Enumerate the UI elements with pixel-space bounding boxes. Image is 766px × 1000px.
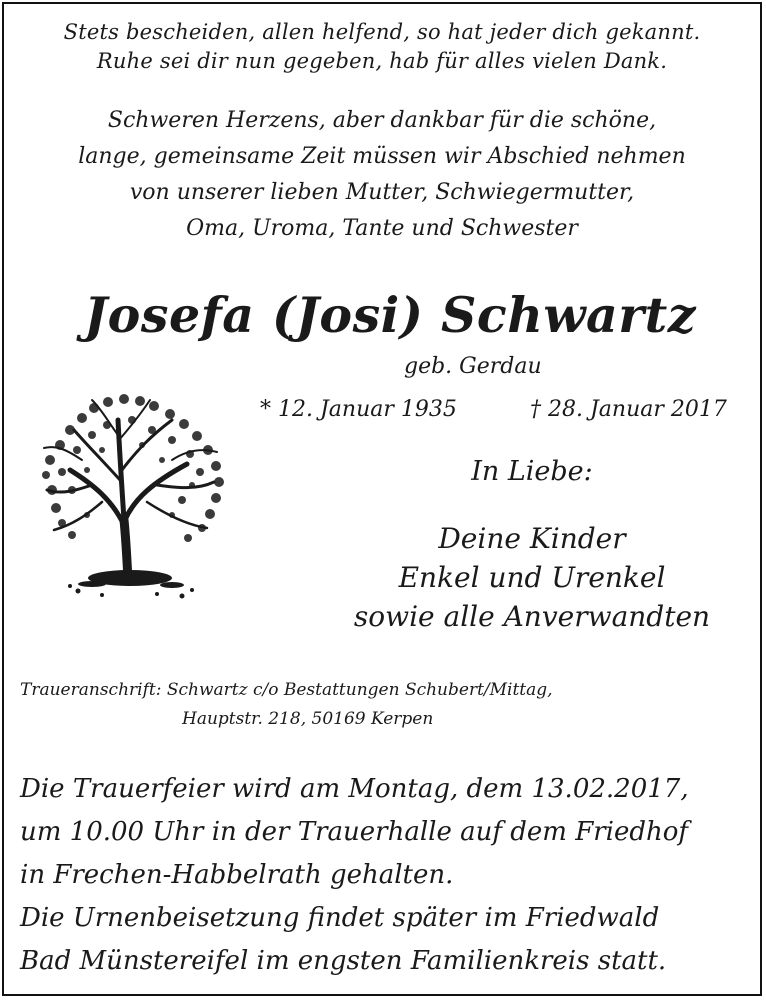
- mourner-line: sowie alle Anverwandten: [353, 600, 711, 633]
- service-line: Die Trauerfeier wird am Montag, dem 13.02.2017,: [20, 774, 689, 804]
- service-line: in Frechen-Habbelrath gehalten.: [20, 860, 454, 890]
- intro-text: [4, 103, 760, 247]
- service-line: um 10.00 Uhr in der Trauerhalle auf dem Friedhof: [20, 817, 689, 847]
- death-date: † 28. Januar 2017: [530, 397, 727, 422]
- verse-line: Ruhe sei dir nun gegeben, hab für alles vielen Dank.: [96, 49, 668, 73]
- tree-icon: [32, 390, 232, 609]
- birth-date: * 12. Januar 1935: [260, 397, 457, 422]
- mourner-line: Deine Kinder: [438, 522, 626, 555]
- address-line: Hauptstr. 218, 50169 Kerpen: [182, 709, 434, 729]
- verse: [4, 18, 760, 76]
- obituary-notice: [2, 2, 762, 996]
- service-line: Die Urnenbeisetzung findet später im Friedwald: [20, 903, 660, 933]
- service-details: [20, 768, 689, 983]
- birth-name: geb. Gerdau: [404, 354, 542, 379]
- address-line: Traueranschrift: Schwartz c/o Bestattungen Schubert/Mittag,: [20, 680, 553, 700]
- verse-line: Stets bescheiden, allen helfend, so hat jeder dich gekannt.: [63, 20, 701, 44]
- mourner-line: Enkel und Urenkel: [398, 561, 666, 594]
- in-love-heading: In Liebe:: [471, 456, 593, 487]
- intro-line: lange, gemeinsame Zeit müssen wir Abschied nehmen: [78, 144, 686, 169]
- deceased-name: Josefa (Josi) Schwartz: [84, 286, 697, 344]
- intro-line: Schweren Herzens, aber dankbar für die schöne,: [107, 108, 657, 133]
- intro-line: von unserer lieben Mutter, Schwiegermutter,: [129, 180, 635, 205]
- service-line: Bad Münstereifel im engsten Familienkreis statt.: [20, 946, 667, 976]
- mourners: [304, 519, 760, 636]
- intro-line: Oma, Uroma, Tante und Schwester: [186, 216, 578, 241]
